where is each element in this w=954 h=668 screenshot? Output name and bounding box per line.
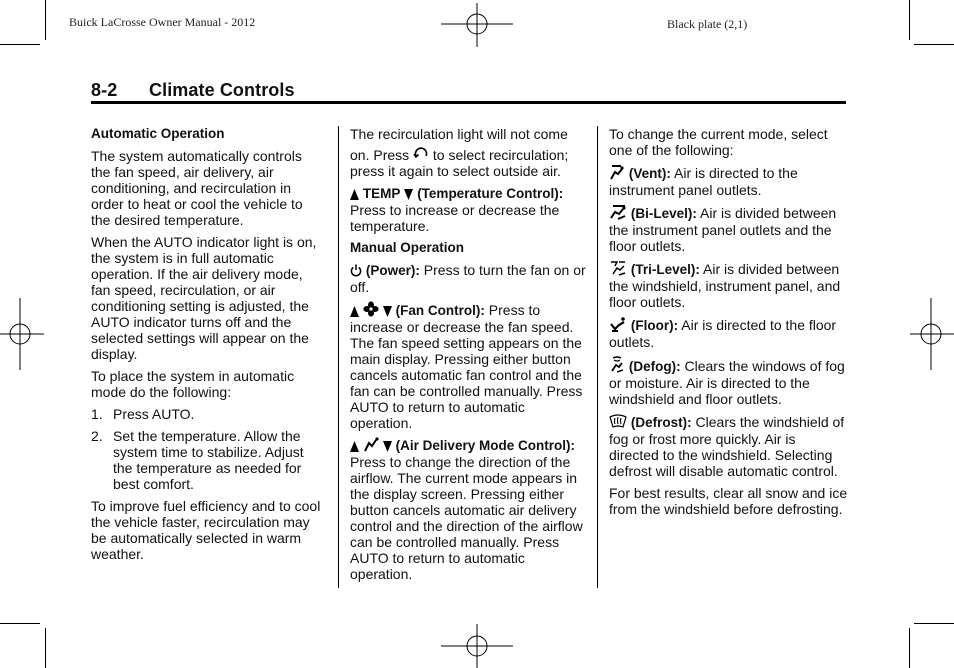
mode-tri-level — [609, 260, 849, 310]
mode-term: (Bi-Level): — [630, 206, 697, 221]
registration-mark-bottom — [441, 624, 513, 668]
steps-list — [91, 406, 321, 492]
crop-mark — [45, 628, 46, 668]
temp-label: TEMP — [362, 186, 401, 201]
manual-operation-heading: Manual Operation — [350, 240, 465, 255]
registration-mark-top — [441, 3, 513, 47]
list-item — [91, 406, 321, 422]
air-delivery-term: (Air Delivery Mode Control): — [395, 438, 575, 453]
paragraph: To place the system in automatic mode do the following: — [91, 368, 295, 400]
mode-defrost — [609, 413, 849, 479]
section-heading — [91, 80, 295, 101]
column-1 — [91, 126, 321, 568]
vent-icon — [363, 437, 379, 452]
mode-floor — [609, 316, 849, 350]
list-item — [91, 428, 321, 492]
power-paragraph — [350, 262, 588, 295]
crop-mark — [909, 628, 910, 668]
mode-intro: To change the current mode, select one of the following: — [609, 126, 828, 158]
recirculation-paragraph — [350, 126, 588, 179]
up-arrow-icon — [350, 306, 359, 317]
crop-mark — [0, 44, 40, 45]
paragraph: When the AUTO indicator light is on, the system is in full automatic operation. If the air delivery mode, fan speed, recirculation, or air conditioning setting is adjusted, the AUTO indicator turns off and the selected settings will appear on the display. — [91, 234, 317, 362]
crop-mark — [914, 623, 954, 624]
mode-term: (Floor): — [630, 318, 679, 333]
heading-rule — [91, 101, 846, 104]
recirculation-text-3: to select recirculation; press it again to select outside air. — [350, 147, 569, 179]
down-arrow-icon — [383, 441, 392, 452]
column-divider — [338, 126, 339, 588]
step-number: 2. — [91, 428, 103, 444]
step-number: 1. — [91, 406, 103, 422]
down-arrow-icon — [404, 189, 413, 200]
temp-term: (Temperature Control): — [417, 186, 564, 201]
up-arrow-icon — [350, 189, 359, 200]
floor-icon — [609, 316, 627, 332]
power-icon — [350, 264, 362, 277]
mode-bi-level — [609, 204, 849, 254]
automatic-operation-heading: Automatic Operation — [91, 126, 225, 141]
step-text: Press AUTO. — [113, 406, 195, 422]
registration-mark-right — [910, 298, 954, 370]
mode-term: (Tri-Level): — [630, 262, 700, 277]
column-3 — [609, 126, 849, 523]
manual-title: Buick LaCrosse Owner Manual - 2012 — [69, 15, 256, 29]
closing-paragraph: For best results, clear all snow and ice from the windshield before defrosting. — [609, 485, 848, 517]
plate-label: Black plate (2,1) — [667, 17, 748, 31]
tri-level-icon — [609, 260, 627, 276]
defrost-icon — [609, 413, 627, 429]
column-divider — [597, 126, 598, 588]
mode-text: Clears the windows of fog or moisture. Air is directed to the windshield and floor outlets. — [609, 358, 845, 407]
recirculation-text-2: on. Press — [350, 147, 410, 163]
crop-mark — [909, 0, 910, 40]
recirculation-text-1: The recirculation light will not come — [350, 126, 568, 142]
temp-control-paragraph — [350, 185, 588, 234]
mode-term: (Vent): — [628, 166, 671, 181]
mode-term: (Defrost): — [630, 415, 692, 430]
defog-icon — [609, 356, 625, 373]
mode-vent — [609, 164, 849, 198]
down-arrow-icon — [383, 306, 392, 317]
crop-mark — [0, 623, 40, 624]
mode-text: Air is directed to the instrument panel outlets. — [609, 165, 798, 198]
step-text: Set the temperature. Allow the system time to stabilize. Adjust the temperature as needed for best comfort. — [113, 428, 304, 492]
temp-text: Press to increase or decrease the temperature. — [350, 202, 560, 234]
crop-mark — [914, 44, 954, 45]
paragraph: The system automatically controls the fan speed, air delivery, air conditioning, and recirculation in order to heat or cool the vehicle to the desired temperature. — [91, 148, 303, 228]
power-text: Press to turn the fan on or off. — [350, 262, 586, 295]
section-title: Climate Controls — [149, 80, 295, 100]
mode-text: Air is directed to the floor outlets. — [609, 317, 837, 350]
fan-icon — [363, 301, 379, 317]
up-arrow-icon — [350, 441, 359, 452]
vent-icon — [609, 164, 625, 180]
bi-level-icon — [609, 204, 627, 220]
mode-text: Air is divided between the instrument panel outlets and the floor outlets. — [609, 205, 837, 254]
crop-mark — [45, 0, 46, 40]
recirculation-icon — [413, 146, 429, 162]
air-delivery-text: Press to change the direction of the airflow. The current mode appears in the display screen. Pressing either button cancels automatic air delivery control and the direction of the airflow can be controlled manually. Press AUTO to return to automatic operation. — [350, 454, 583, 582]
fan-term: (Fan Control): — [395, 303, 485, 318]
column-2 — [350, 126, 588, 588]
mode-text: Air is divided between the windshield, instrument panel, and floor outlets. — [609, 261, 841, 310]
power-term: (Power): — [365, 263, 420, 278]
section-number: 8-2 — [91, 80, 118, 100]
air-delivery-paragraph — [350, 437, 588, 582]
fan-paragraph — [350, 301, 588, 431]
mode-text: Clears the windshield of fog or frost more quickly. Air is directed to the windshield. Selecting defrost will disable automatic control. — [609, 414, 845, 479]
mode-defog — [609, 356, 849, 407]
paragraph: To improve fuel efficiency and to cool the vehicle faster, recirculation may be automatically selected in warm weather. — [91, 498, 321, 562]
mode-term: (Defog): — [628, 359, 681, 374]
registration-mark-left — [0, 298, 44, 370]
fan-text: Press to increase or decrease the fan speed. The fan speed setting appears on the main display. Pressing either button cancels automatic fan control and the fan can be controlled manually. Press AUTO to return to automatic operation. — [350, 302, 583, 431]
